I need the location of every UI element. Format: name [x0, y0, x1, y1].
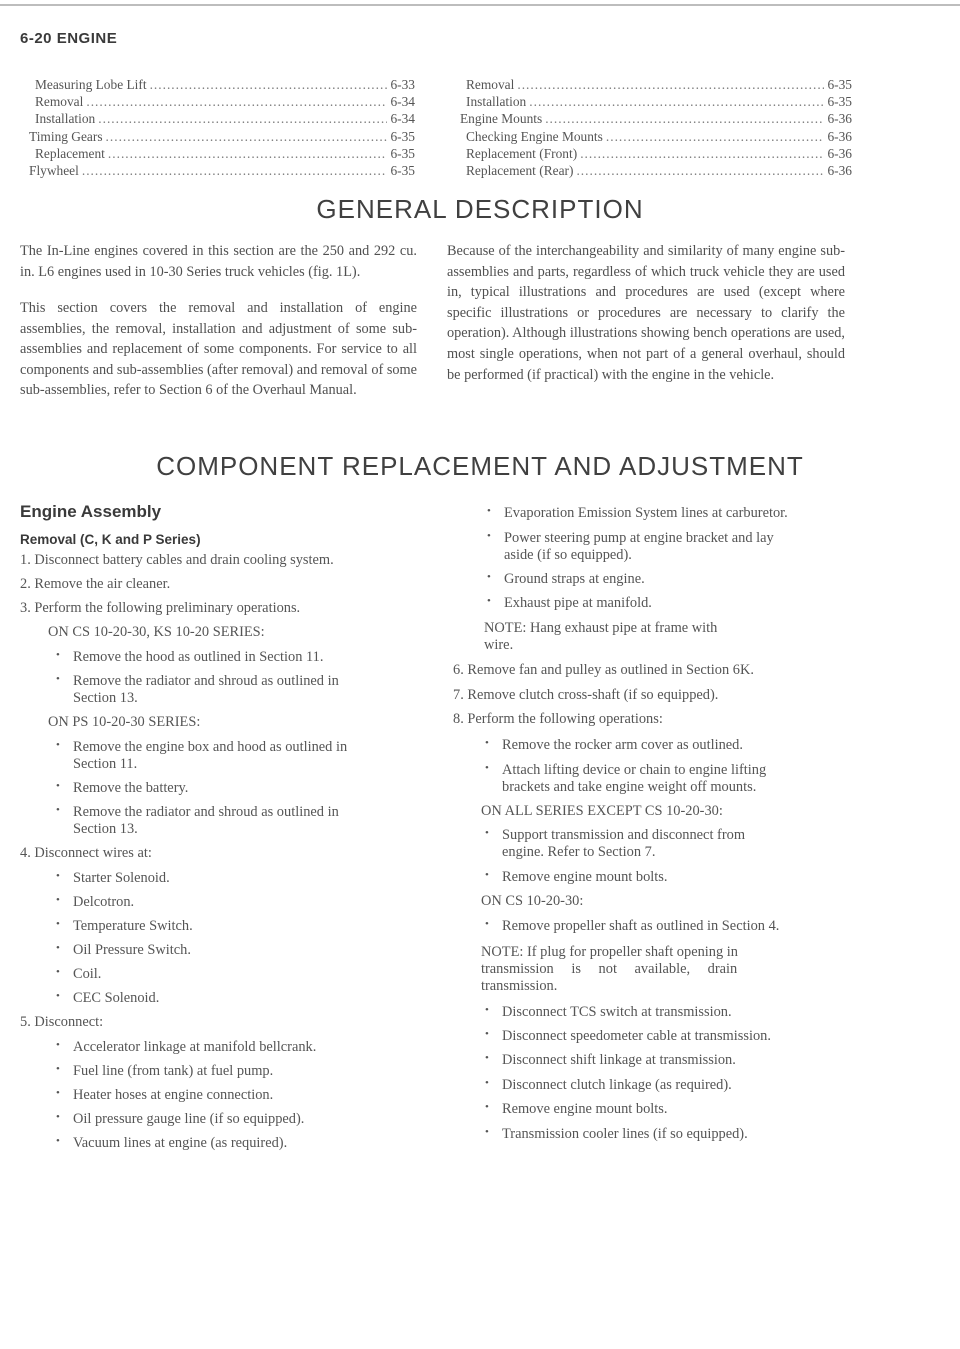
toc-left	[29, 76, 415, 179]
bullet-item-continuation: Section 13.	[73, 821, 138, 837]
bullet-item: • Remove the radiator and shroud as outlined in	[73, 804, 339, 821]
procedure-step: 7. Remove clutch cross-shaft (if so equipped).	[453, 687, 719, 703]
bullet-item: • Remove engine mount bolts.	[502, 1101, 667, 1118]
toc-entry-page: 6-34	[390, 94, 415, 110]
bullet-item: • Remove the hood as outlined in Section 11.	[73, 649, 323, 666]
toc-entry-page: 6-35	[390, 128, 415, 144]
bullet-item: • Oil Pressure Switch.	[73, 942, 191, 959]
toc-entry	[29, 162, 415, 179]
toc-entry	[29, 128, 415, 145]
bullet-item: • Fuel line (from tank) at fuel pump.	[73, 1063, 273, 1080]
toc-entry	[35, 93, 415, 110]
procedure-step: 2. Remove the air cleaner.	[20, 576, 171, 592]
toc-entry-text: Removal	[35, 94, 84, 110]
toc-entry-page: 6-33	[390, 77, 415, 92]
toc-entry	[466, 128, 852, 145]
toc-entry-page: 6-36	[827, 163, 852, 179]
toc-right	[460, 76, 852, 179]
note-continuation: wire.	[484, 637, 514, 653]
toc-entry	[466, 145, 852, 162]
bullet-item-continuation: Section 13.	[73, 690, 138, 706]
section-title-component-replacement: COMPONENT REPLACEMENT AND ADJUSTMENT	[156, 451, 804, 481]
bullet-item: • Evaporation Emission System lines at carburetor.	[504, 505, 788, 522]
bullet-item: • Remove the radiator and shroud as outlined in	[73, 673, 339, 690]
toc-entry-text: Engine Mounts	[460, 111, 543, 127]
note-continuation: transmission.	[481, 978, 558, 994]
procedure-step: 6. Remove fan and pulley as outlined in Section 6K.	[453, 662, 754, 678]
bullet-item: • Disconnect shift linkage at transmission.	[502, 1052, 736, 1069]
bullet-item-continuation: Section 11.	[73, 756, 138, 772]
toc-entry-text: Measuring Lobe Lift	[35, 77, 147, 92]
toc-entry	[466, 76, 852, 93]
bullet-item: • Starter Solenoid.	[73, 870, 170, 887]
toc-entry-text: Checking Engine Mounts	[466, 128, 603, 144]
toc-entry	[466, 93, 852, 110]
top-rule	[0, 4, 960, 6]
procedure-step: 4. Disconnect wires at:	[20, 845, 152, 861]
toc-entry	[35, 76, 415, 93]
toc-entry-text: Installation	[466, 94, 527, 110]
bullet-item: • Accelerator linkage at manifold bellcrank.	[73, 1039, 316, 1056]
toc-entry-page: 6-36	[827, 128, 852, 144]
bullet-item: • Heater hoses at engine connection.	[73, 1087, 273, 1104]
toc-entry-page: 6-35	[390, 145, 415, 161]
toc-entry-text: Removal	[466, 77, 515, 92]
toc-entry-text: Replacement	[35, 145, 105, 161]
bullet-item: • Remove the engine box and hood as outlined in	[73, 739, 347, 756]
toc-entry	[35, 110, 415, 127]
toc-entry-text: Replacement (Front)	[466, 145, 578, 161]
subheading-engine-assembly: Engine Assembly	[20, 502, 162, 521]
toc-entry	[35, 145, 415, 162]
procedure-step: 3. Perform the following preliminary operations.	[20, 600, 301, 616]
toc-entry-page: 6-35	[827, 94, 852, 110]
series-label: ON PS 10-20-30 SERIES:	[48, 714, 201, 730]
bullet-item: • Transmission cooler lines (if so equipped).	[502, 1126, 748, 1143]
bullet-item: • Remove engine mount bolts.	[502, 869, 667, 886]
bullet-item: • Delcotron.	[73, 894, 134, 911]
page-header: 6-20 ENGINE	[20, 30, 118, 47]
toc-entry-page: 6-36	[827, 145, 852, 161]
bullet-item: • Oil pressure gauge line (if so equipped).	[73, 1111, 304, 1128]
toc-entry	[460, 110, 852, 127]
bullet-item: • Disconnect speedometer cable at transmission.	[502, 1028, 771, 1045]
bullet-item: • CEC Solenoid.	[73, 990, 159, 1007]
note: NOTE: Hang exhaust pipe at frame with	[484, 620, 718, 636]
bullet-item: • Support transmission and disconnect from	[502, 827, 745, 844]
series-label: ON CS 10-20-30, KS 10-20 SERIES:	[48, 624, 265, 640]
series-label: ON ALL SERIES EXCEPT CS 10-20-30:	[481, 803, 723, 819]
note: NOTE: If plug for propeller shaft opening in	[481, 944, 738, 960]
bullet-item: • Disconnect TCS switch at transmission.	[502, 1004, 732, 1021]
procedure-step: 8. Perform the following operations:	[453, 711, 663, 727]
toc-entry-text: Installation	[35, 111, 96, 127]
bullet-item: • Disconnect clutch linkage (as required).	[502, 1077, 732, 1094]
section-title-general-description: GENERAL DESCRIPTION	[316, 194, 644, 224]
bullet-item: • Remove the battery.	[73, 780, 188, 797]
bullet-item-continuation: engine. Refer to Section 7.	[502, 844, 656, 860]
toc-entry-page: 6-35	[827, 77, 852, 92]
toc-entry-text: Flywheel	[29, 163, 79, 179]
bullet-item: • Remove the rocker arm cover as outlined.	[502, 737, 743, 754]
bullet-item: • Temperature Switch.	[73, 918, 193, 935]
toc-entry-page: 6-34	[390, 111, 415, 127]
bullet-item: • Remove propeller shaft as outlined in Section 4.	[502, 918, 779, 935]
bullet-item: • Power steering pump at engine bracket and lay	[504, 530, 774, 547]
general-description-paragraph: Because of the interchangeability and similarity of many engine sub-assemblies and parts, regardless of which truck vehicle they are used in, typical illustrations and procedures are used (except where specific illustrations or procedures are necessary to clarify the operation). Although illustrations showing bench operations are used, most single operations, when not part of a general overhaul, should be performed (if practical) with the engine in the vehicle.	[447, 243, 845, 383]
toc-entry-page: 6-36	[827, 111, 852, 127]
procedure-step: 1. Disconnect battery cables and drain cooling system.	[20, 552, 334, 568]
bullet-item: • Coil.	[73, 966, 101, 983]
toc-entry	[466, 162, 852, 179]
general-description-paragraph: The In-Line engines covered in this section are the 250 and 292 cu. in. L6 engines used in 10-30 Series truck vehicles (fig. 1L).	[20, 243, 417, 280]
procedure-step: 5. Disconnect:	[20, 1014, 104, 1030]
toc-entry-page: 6-35	[390, 163, 415, 179]
note-continuation: transmission is not available, drain	[481, 961, 738, 977]
series-label: ON CS 10-20-30:	[481, 893, 584, 909]
toc-entry-text: Replacement (Rear)	[466, 163, 574, 179]
bullet-item-continuation: aside (if so equipped).	[504, 547, 632, 563]
bullet-item-continuation: brackets and take engine weight off mounts.	[502, 779, 757, 795]
bullet-item: • Attach lifting device or chain to engine lifting	[502, 762, 766, 779]
toc-entry-text: Timing Gears	[29, 128, 103, 144]
bullet-item: • Exhaust pipe at manifold.	[504, 595, 652, 612]
bullet-item: • Ground straps at engine.	[504, 571, 645, 588]
bullet-item: • Vacuum lines at engine (as required).	[73, 1135, 287, 1152]
subheading-removal: Removal (C, K and P Series)	[20, 532, 201, 547]
general-description-paragraph: This section covers the removal and installation of engine assemblies, the removal, installation and adjustment of some sub-assemblies and replacement of some components. For service to all components and sub-assemblies (after removal) and removal of some sub-assemblies, refer to Section 6 of the Overhaul Manual.	[20, 300, 418, 399]
